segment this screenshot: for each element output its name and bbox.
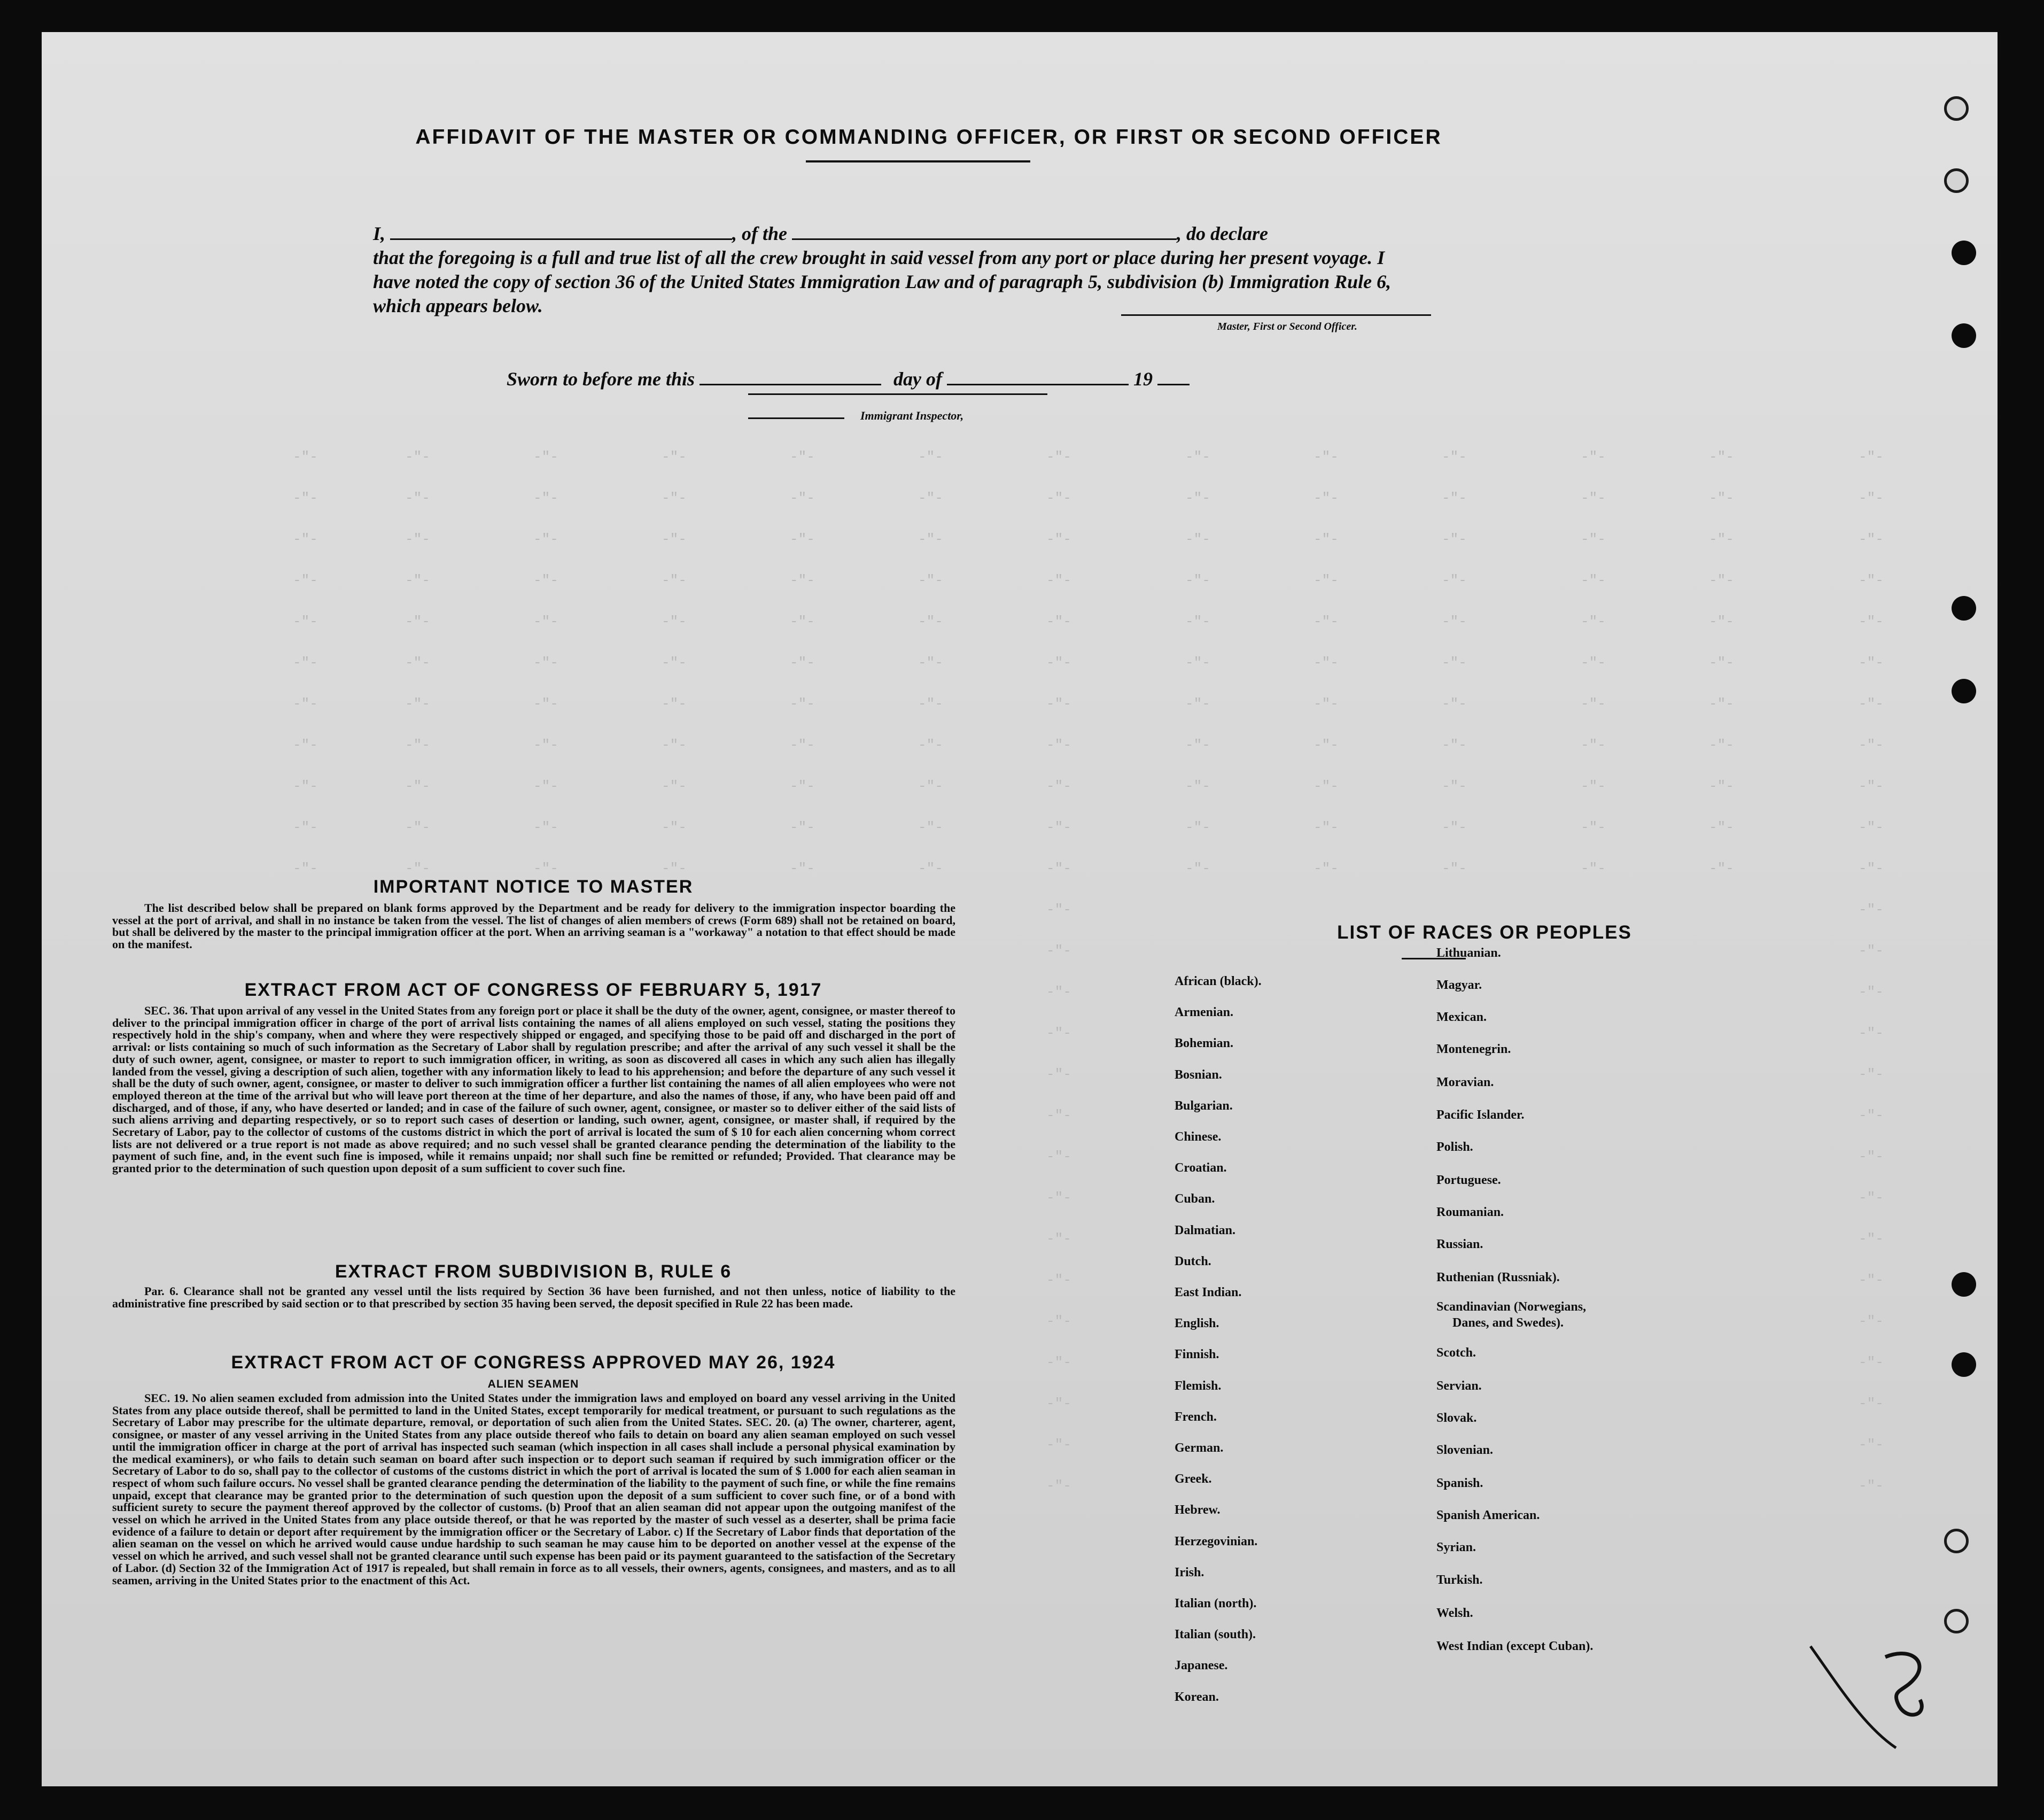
bleed-through-ditto: -"- <box>1859 655 1884 671</box>
bleed-through-ditto: -"- <box>1442 778 1467 794</box>
bleed-through-ditto: -"- <box>1581 614 1606 630</box>
handwritten-mark <box>1805 1625 1944 1759</box>
bleed-through-ditto: -"- <box>1709 531 1734 547</box>
sworn-label: Sworn to before me this <box>507 368 695 390</box>
bleed-through-ditto: -"- <box>533 614 558 630</box>
binder-hole <box>1952 323 1976 348</box>
declaration-body: that the foregoing is a full and true list of all the crew brought in said vessel from any port or place during her present voyage. I have noted the copy of section 36 of the United States Immigration Law and of paragraph 5, subdivision (b) Immigration Rule 6, which appears below. <box>373 247 1392 316</box>
bleed-through-ditto: -"- <box>1709 490 1734 506</box>
bleed-through-ditto: -"- <box>293 655 318 671</box>
bleed-through-ditto: -"- <box>1046 943 1071 959</box>
binder-hole <box>1944 96 1969 121</box>
bleed-through-ditto: -"- <box>1046 1190 1071 1206</box>
document-page <box>42 32 1998 1786</box>
inspector-short-line <box>748 417 844 419</box>
sworn-line <box>507 368 1255 390</box>
bleed-through-ditto: -"- <box>1442 614 1467 630</box>
bleed-through-ditto: -"- <box>405 449 430 465</box>
declaration-do-declare: , do declare <box>1177 223 1268 244</box>
bleed-through-ditto: -"- <box>1046 1231 1071 1247</box>
bleed-through-ditto: -"- <box>1185 449 1210 465</box>
bleed-through-ditto: -"- <box>918 696 943 712</box>
bleed-through-ditto: -"- <box>1859 614 1884 630</box>
rule-6-body: Par. 6. Clearance shall not be granted any vessel until the lists required by Section 36 have been furnished, and not then unless, notice of liability to the administrative fine prescribed by said section or to that prescribed by section 35 having been served, the deposit specified in Rule 22 has been made. <box>112 1284 955 1310</box>
inspector-caption: Immigrant Inspector, <box>860 409 964 422</box>
races-title: LIST OF RACES OR PEOPLES <box>1337 922 1632 943</box>
bleed-through-ditto: -"- <box>1859 984 1884 1000</box>
bleed-through-ditto: -"- <box>1046 1313 1071 1329</box>
bleed-through-ditto: -"- <box>1314 490 1339 506</box>
race-item: Russian. <box>1436 1237 1483 1251</box>
bleed-through-ditto: -"- <box>533 778 558 794</box>
bleed-through-ditto: -"- <box>405 737 430 753</box>
affidavit-title: AFFIDAVIT OF THE MASTER OR COMMANDING OFFICER, OR FIRST OR SECOND OFFICER <box>415 126 1442 149</box>
bleed-through-ditto: -"- <box>1046 1149 1071 1165</box>
bleed-through-ditto: -"- <box>918 655 943 671</box>
bleed-through-ditto: -"- <box>790 861 815 877</box>
bleed-through-ditto: -"- <box>1859 1313 1884 1329</box>
bleed-through-ditto: -"- <box>1046 696 1071 712</box>
bleed-through-ditto: -"- <box>790 819 815 835</box>
bleed-through-ditto: -"- <box>533 819 558 835</box>
race-item: Roumanian. <box>1436 1205 1504 1219</box>
race-item: Armenian. <box>1175 1005 1233 1020</box>
bleed-through-ditto: -"- <box>293 861 318 877</box>
bleed-through-ditto: -"- <box>1859 1231 1884 1247</box>
bleed-through-ditto: -"- <box>1709 861 1734 877</box>
rule-6-title: EXTRACT FROM SUBDIVISION B, RULE 6 <box>335 1261 732 1282</box>
bleed-through-ditto: -"- <box>1859 1354 1884 1370</box>
day-blank[interactable] <box>700 368 881 385</box>
race-item: Danes, and Swedes). <box>1452 1316 1564 1330</box>
act-1924-title: EXTRACT FROM ACT OF CONGRESS APPROVED MAY 26, 1924 <box>231 1352 836 1373</box>
bleed-through-ditto: -"- <box>405 490 430 506</box>
bleed-through-ditto: -"- <box>790 655 815 671</box>
race-item: German. <box>1175 1441 1224 1455</box>
race-item: Korean. <box>1175 1690 1219 1704</box>
bleed-through-ditto: -"- <box>405 861 430 877</box>
bleed-through-ditto: -"- <box>1581 737 1606 753</box>
title-underline <box>806 160 1030 162</box>
bleed-through-ditto: -"- <box>1581 449 1606 465</box>
race-item: Dutch. <box>1175 1254 1211 1268</box>
bleed-through-ditto: -"- <box>1046 902 1071 918</box>
bleed-through-ditto: -"- <box>1046 1478 1071 1494</box>
bleed-through-ditto: -"- <box>1046 572 1071 588</box>
race-item: Bohemian. <box>1175 1036 1234 1051</box>
bleed-through-ditto: -"- <box>1859 1478 1884 1494</box>
bleed-through-ditto: -"- <box>1709 778 1734 794</box>
bleed-through-ditto: -"- <box>662 531 687 547</box>
bleed-through-ditto: -"- <box>1859 531 1884 547</box>
bleed-through-ditto: -"- <box>1442 572 1467 588</box>
declaration-intro: I, <box>373 223 386 244</box>
bleed-through-ditto: -"- <box>1581 572 1606 588</box>
bleed-through-ditto: -"- <box>1314 737 1339 753</box>
act-1917-body: SEC. 36. That upon arrival of any vessel in the United States from any foreign port or place it shall be the duty of the owner, agent, consignee, or master thereof to deliver to the principal immigration officer in charge of the port of arrival lists containing the names of all aliens employed on such vessel, stating the positions they respectively hold in the ship's company, when and where they were respectively shipped or engaged, and specifying those to be paid off and discharged in the port of arrival: or lists containing so much of such information as the Secretary of Labor shall by regulation prescribe; and after the arrival of any such vessel it shall be the duty of such owner, agent, consignee, or master to report to such immigration officer, in writing, as soon as discovered all cases in which any such alien has illegally landed from the vessel, giving a description of such alien, together with any information likely to lead to his apprehension; and before the departure of any such vessel it shall be the duty of such owner, agent, consignee, or master to deliver to such immigration officer a further list containing the names of all alien employees who were not employed thereon at the time of the arrival but who will leave port thereon at the time of her departure, and also the names of those, if any, who have been paid off and discharged, and of those, if any, who have deserted or landed; and in case of the failure of such owner, agent, consignee, or master so to deliver either of the said lists of such aliens arriving and departing respectively, or so to report such cases of desertion or landing, such owner, agent, consignee, or master shall, if required by the Secretary of Labor, pay to the collector of customs of the customs district in which the port of arrival is located the sum of $ 10 for each alien concerning whom correct lists are not delivered or a true report is not made as above required; and no such vessel shall be granted clearance pending the determination of the liability to the payment of such fine, and, in the event such fine is imposed, while it remains unpaid; nor shall such fine be remitted or refunded; Provided. That clearance may be granted prior to the determination of such question upon deposit of a sum sufficient to cover such fine. <box>112 1004 955 1175</box>
bleed-through-ditto: -"- <box>1314 572 1339 588</box>
bleed-through-ditto: -"- <box>790 490 815 506</box>
binder-hole <box>1952 1272 1976 1297</box>
race-item: Hebrew. <box>1175 1503 1221 1517</box>
race-item: East Indian. <box>1175 1285 1242 1299</box>
bleed-through-ditto: -"- <box>1442 655 1467 671</box>
race-item: Chinese. <box>1175 1130 1222 1144</box>
race-item: Magyar. <box>1436 978 1482 992</box>
act-1924-body: SEC. 19. No alien seamen excluded from admission into the United States under the immigration laws and employed on board any vessel arriving in the United States from any place outside thereof, shall be permitted to land in the United States, except temporarily for medical treatment, or pursuant to such regulations as the Secretary of Labor may prescribe for the ultimate departure, removal, or deportation of such alien from the United States. SEC. 20. (a) The owner, charterer, agent, consignee, or master of any vessel arriving in the United States from any place outside thereof who fails to detain on board any alien seaman employed on such vessel until the immigration officer in charge at the port of arrival has inspected such seaman (which inspection in all cases shall include a personal physical examination by the medical examiners), or who fails to detain such seaman on board after such inspection or to deport such seaman if required by such immigration officer or the Secretary of Labor to do so, shall pay to the collector of customs of the customs district in which the port of arrival is located the sum of $ 1.000 for each alien seaman in respect of whom such failure occurs. No vessel shall be granted clearance pending the determination of the liability to the payment of such fine, or while the fine remains unpaid, except that clearance may be granted prior to the determination of such question upon the deposit of a sum sufficient to cover such fine, or of a bond with sufficient surety to secure the payment thereof approved by the collector of customs. (b) Proof that an alien seaman did not appear upon the outgoing manifest of the vessel on which he arrived in the United States from any place outside thereof, or that he was reported by the master of such vessel as a deserter, shall be prima facie evidence of a failure to detain or deport after requirement by the immigration officer or the Secretary of Labor. c) If the Secretary of Labor finds that deportation of the alien seaman on the vessel on which he arrived would cause undue hardship to such seaman he may cause him to be deported on another vessel at the expense of the vessel on which he arrived, and such vessel shall not be granted clearance until such expense has been paid or its payment guaranteed to the satisfaction of the Secretary of Labor. (d) Section 32 of the Immigration Act of 1917 is repealed, but shall remain in force as to all vessels, their owners, agents, consignees, and masters, and as to all seamen, arriving in the United States prior to the enactment of this Act. <box>112 1391 955 1587</box>
name-blank[interactable] <box>390 222 732 240</box>
race-item: Scandinavian (Norwegians, <box>1436 1300 1587 1314</box>
affidavit-declaration <box>373 222 1479 318</box>
bleed-through-ditto: -"- <box>1709 572 1734 588</box>
bleed-through-ditto: -"- <box>662 737 687 753</box>
race-item: Bulgarian. <box>1175 1098 1233 1113</box>
bleed-through-ditto: -"- <box>1046 449 1071 465</box>
bleed-through-ditto: -"- <box>1859 902 1884 918</box>
bleed-through-ditto: -"- <box>293 572 318 588</box>
year-blank[interactable] <box>1157 368 1190 385</box>
race-item: Herzegovinian. <box>1175 1534 1258 1548</box>
bleed-through-ditto: -"- <box>293 819 318 835</box>
bleed-through-ditto: -"- <box>1046 778 1071 794</box>
bleed-through-ditto: -"- <box>1046 1272 1071 1288</box>
binder-hole <box>1952 1352 1976 1377</box>
bleed-through-ditto: -"- <box>1581 531 1606 547</box>
bleed-through-ditto: -"- <box>1859 1025 1884 1041</box>
bleed-through-ditto: -"- <box>293 778 318 794</box>
bleed-through-ditto: -"- <box>405 655 430 671</box>
year-prefix: 19 <box>1133 368 1153 390</box>
race-item: Cuban. <box>1175 1192 1215 1206</box>
bleed-through-ditto: -"- <box>662 819 687 835</box>
race-item: Dalmatian. <box>1175 1223 1235 1237</box>
bleed-through-ditto: -"- <box>1046 655 1071 671</box>
race-item: Finnish. <box>1175 1347 1219 1362</box>
bleed-through-ditto: -"- <box>790 696 815 712</box>
bleed-through-ditto: -"- <box>1046 984 1071 1000</box>
bleed-through-ditto: -"- <box>405 696 430 712</box>
bleed-through-ditto: -"- <box>1185 572 1210 588</box>
bleed-through-ditto: -"- <box>533 737 558 753</box>
bleed-through-ditto: -"- <box>1859 819 1884 835</box>
bleed-through-ditto: -"- <box>533 531 558 547</box>
bleed-through-ditto: -"- <box>293 531 318 547</box>
bleed-through-ditto: -"- <box>1314 819 1339 835</box>
race-item: Syrian. <box>1436 1540 1476 1554</box>
bleed-through-ditto: -"- <box>1581 778 1606 794</box>
bleed-through-ditto: -"- <box>1709 737 1734 753</box>
bleed-through-ditto: -"- <box>1859 1272 1884 1288</box>
bleed-through-ditto: -"- <box>1859 943 1884 959</box>
notice-title: IMPORTANT NOTICE TO MASTER <box>373 877 694 897</box>
bleed-through-ditto: -"- <box>1442 861 1467 877</box>
bleed-through-ditto: -"- <box>918 819 943 835</box>
bleed-through-ditto: -"- <box>1581 819 1606 835</box>
bleed-through-ditto: -"- <box>918 572 943 588</box>
bleed-through-ditto: -"- <box>1709 614 1734 630</box>
act-1917-title: EXTRACT FROM ACT OF CONGRESS OF FEBRUARY 5, 1917 <box>244 980 822 1000</box>
race-item: Bosnian. <box>1175 1067 1222 1082</box>
bleed-through-ditto: -"- <box>662 614 687 630</box>
race-item: Mexican. <box>1436 1010 1487 1024</box>
bleed-through-ditto: -"- <box>1314 696 1339 712</box>
bleed-through-ditto: -"- <box>1046 1066 1071 1082</box>
bleed-through-ditto: -"- <box>1442 696 1467 712</box>
bleed-through-ditto: -"- <box>1709 655 1734 671</box>
bleed-through-ditto: -"- <box>1859 861 1884 877</box>
race-item: Pacific Islander. <box>1436 1108 1525 1122</box>
bleed-through-ditto: -"- <box>1859 490 1884 506</box>
binder-hole <box>1944 1609 1969 1633</box>
race-item: Turkish. <box>1436 1573 1483 1587</box>
bleed-through-ditto: -"- <box>918 861 943 877</box>
bleed-through-ditto: -"- <box>1859 778 1884 794</box>
race-item: Montenegrin. <box>1436 1042 1511 1056</box>
bleed-through-ditto: -"- <box>1185 490 1210 506</box>
bleed-through-ditto: -"- <box>1709 696 1734 712</box>
race-item: African (black). <box>1175 974 1262 988</box>
bleed-through-ditto: -"- <box>1046 819 1071 835</box>
bleed-through-ditto: -"- <box>1046 737 1071 753</box>
race-item: Italian (north). <box>1175 1597 1257 1610</box>
bleed-through-ditto: -"- <box>1859 1437 1884 1453</box>
bleed-through-ditto: -"- <box>405 572 430 588</box>
bleed-through-ditto: -"- <box>1859 1190 1884 1206</box>
race-item: Lithuanian. <box>1436 946 1501 960</box>
binder-hole <box>1952 679 1976 703</box>
bleed-through-ditto: -"- <box>1581 861 1606 877</box>
vessel-blank[interactable] <box>792 222 1177 240</box>
bleed-through-ditto: -"- <box>1046 614 1071 630</box>
bleed-through-ditto: -"- <box>1046 1108 1071 1124</box>
race-item: Slovenian. <box>1436 1443 1494 1457</box>
bleed-through-ditto: -"- <box>533 696 558 712</box>
race-item: Japanese. <box>1175 1659 1228 1673</box>
bleed-through-ditto: -"- <box>790 737 815 753</box>
master-caption: Master, First or Second Officer. <box>1217 321 1357 332</box>
bleed-through-ditto: -"- <box>1314 861 1339 877</box>
race-item: English. <box>1175 1316 1219 1331</box>
bleed-through-ditto: -"- <box>1314 531 1339 547</box>
bleed-through-ditto: -"- <box>1185 819 1210 835</box>
bleed-through-ditto: -"- <box>1046 531 1071 547</box>
bleed-through-ditto: -"- <box>1442 490 1467 506</box>
bleed-through-ditto: -"- <box>918 490 943 506</box>
bleed-through-ditto: -"- <box>662 778 687 794</box>
bleed-through-ditto: -"- <box>1859 696 1884 712</box>
bleed-through-ditto: -"- <box>918 778 943 794</box>
bleed-through-ditto: -"- <box>790 614 815 630</box>
race-item: Spanish American. <box>1436 1508 1540 1522</box>
bleed-through-ditto: -"- <box>1859 1108 1884 1124</box>
race-item: Polish. <box>1436 1140 1473 1154</box>
bleed-through-ditto: -"- <box>533 490 558 506</box>
bleed-through-ditto: -"- <box>1859 1149 1884 1165</box>
bleed-through-ditto: -"- <box>1709 449 1734 465</box>
bleed-through-ditto: -"- <box>790 572 815 588</box>
day-of-label: day of <box>893 368 943 390</box>
bleed-through-ditto: -"- <box>1185 696 1210 712</box>
race-item: Flemish. <box>1175 1378 1222 1393</box>
alien-seamen-subtitle: ALIEN SEAMEN <box>487 1378 579 1390</box>
bleed-through-ditto: -"- <box>1859 737 1884 753</box>
bleed-through-ditto: -"- <box>918 449 943 465</box>
bleed-through-ditto: -"- <box>533 861 558 877</box>
race-item: Irish. <box>1175 1565 1204 1579</box>
bleed-through-ditto: -"- <box>1046 490 1071 506</box>
bleed-through-ditto: -"- <box>293 737 318 753</box>
race-item: Italian (south). <box>1175 1628 1256 1642</box>
bleed-through-ditto: -"- <box>1442 819 1467 835</box>
bleed-through-ditto: -"- <box>293 696 318 712</box>
bleed-through-ditto: -"- <box>293 614 318 630</box>
race-item: Welsh. <box>1436 1606 1473 1620</box>
race-item: Spanish. <box>1436 1476 1483 1490</box>
bleed-through-ditto: -"- <box>1442 449 1467 465</box>
master-signature-line[interactable] <box>1121 314 1431 316</box>
bleed-through-ditto: -"- <box>1314 449 1339 465</box>
binder-hole <box>1952 596 1976 621</box>
bleed-through-ditto: -"- <box>662 861 687 877</box>
bleed-through-ditto: -"- <box>1185 531 1210 547</box>
bleed-through-ditto: -"- <box>1185 861 1210 877</box>
bleed-through-ditto: -"- <box>1314 778 1339 794</box>
bleed-through-ditto: -"- <box>662 655 687 671</box>
bleed-through-ditto: -"- <box>1314 614 1339 630</box>
bleed-through-ditto: -"- <box>918 614 943 630</box>
bleed-through-ditto: -"- <box>1046 861 1071 877</box>
bleed-through-ditto: -"- <box>1185 614 1210 630</box>
bleed-through-ditto: -"- <box>662 696 687 712</box>
bleed-through-ditto: -"- <box>1442 737 1467 753</box>
bleed-through-ditto: -"- <box>1581 655 1606 671</box>
bleed-through-ditto: -"- <box>1709 819 1734 835</box>
bleed-through-ditto: -"- <box>1442 531 1467 547</box>
binder-hole <box>1944 1529 1969 1553</box>
notice-body: The list described below shall be prepared on blank forms approved by the Department and be ready for delivery to the immigration inspector boarding the vessel at the port of arrival, and shall in no instance be taken from the vessel. The list of changes of alien members of crews (Form 689) shall not be retained on board, but shall be delivered by the master to the principal immigration officer at the port. When an arriving seaman is a "workaway" a notation to that effect should be made on the manifest. <box>112 901 955 951</box>
bleed-through-ditto: -"- <box>1046 1354 1071 1370</box>
bleed-through-ditto: -"- <box>790 531 815 547</box>
bleed-through-ditto: -"- <box>533 572 558 588</box>
binder-hole <box>1952 241 1976 265</box>
race-item: Ruthenian (Russniak). <box>1436 1271 1560 1284</box>
bleed-through-ditto: -"- <box>662 490 687 506</box>
bleed-through-ditto: -"- <box>1046 1396 1071 1412</box>
race-item: Croatian. <box>1175 1161 1227 1175</box>
race-item: Scotch. <box>1436 1346 1476 1360</box>
bleed-through-ditto: -"- <box>293 449 318 465</box>
bleed-through-ditto: -"- <box>1859 449 1884 465</box>
bleed-through-ditto: -"- <box>1046 1025 1071 1041</box>
race-item: Moravian. <box>1436 1075 1494 1089</box>
binder-hole <box>1944 168 1969 193</box>
bleed-through-ditto: -"- <box>662 572 687 588</box>
bleed-through-ditto: -"- <box>1581 490 1606 506</box>
bleed-through-ditto: -"- <box>405 614 430 630</box>
bleed-through-ditto: -"- <box>790 778 815 794</box>
race-item: Greek. <box>1175 1472 1212 1486</box>
bleed-through-ditto: -"- <box>790 449 815 465</box>
inspector-signature-line[interactable] <box>748 393 1047 395</box>
race-item: French. <box>1175 1409 1217 1424</box>
bleed-through-ditto: -"- <box>533 655 558 671</box>
bleed-through-ditto: -"- <box>533 449 558 465</box>
bleed-through-ditto: -"- <box>1185 655 1210 671</box>
bleed-through-ditto: -"- <box>1314 655 1339 671</box>
bleed-through-ditto: -"- <box>918 737 943 753</box>
race-item: Servian. <box>1436 1379 1482 1393</box>
bleed-through-ditto: -"- <box>1859 1396 1884 1412</box>
bleed-through-ditto: -"- <box>405 531 430 547</box>
declaration-of-the: , of the <box>732 223 788 244</box>
bleed-through-ditto: -"- <box>1581 696 1606 712</box>
bleed-through-ditto: -"- <box>293 490 318 506</box>
bleed-through-ditto: -"- <box>1859 1066 1884 1082</box>
bleed-through-ditto: -"- <box>1046 1437 1071 1453</box>
bleed-through-ditto: -"- <box>662 449 687 465</box>
race-item: Slovak. <box>1436 1411 1477 1425</box>
race-item: Portuguese. <box>1436 1173 1501 1187</box>
bleed-through-ditto: -"- <box>405 819 430 835</box>
bleed-through-ditto: -"- <box>918 531 943 547</box>
bleed-through-ditto: -"- <box>405 778 430 794</box>
bleed-through-ditto: -"- <box>1185 778 1210 794</box>
bleed-through-ditto: -"- <box>1185 737 1210 753</box>
month-blank[interactable] <box>947 368 1129 385</box>
race-item: West Indian (except Cuban). <box>1436 1639 1594 1653</box>
bleed-through-ditto: -"- <box>1859 572 1884 588</box>
